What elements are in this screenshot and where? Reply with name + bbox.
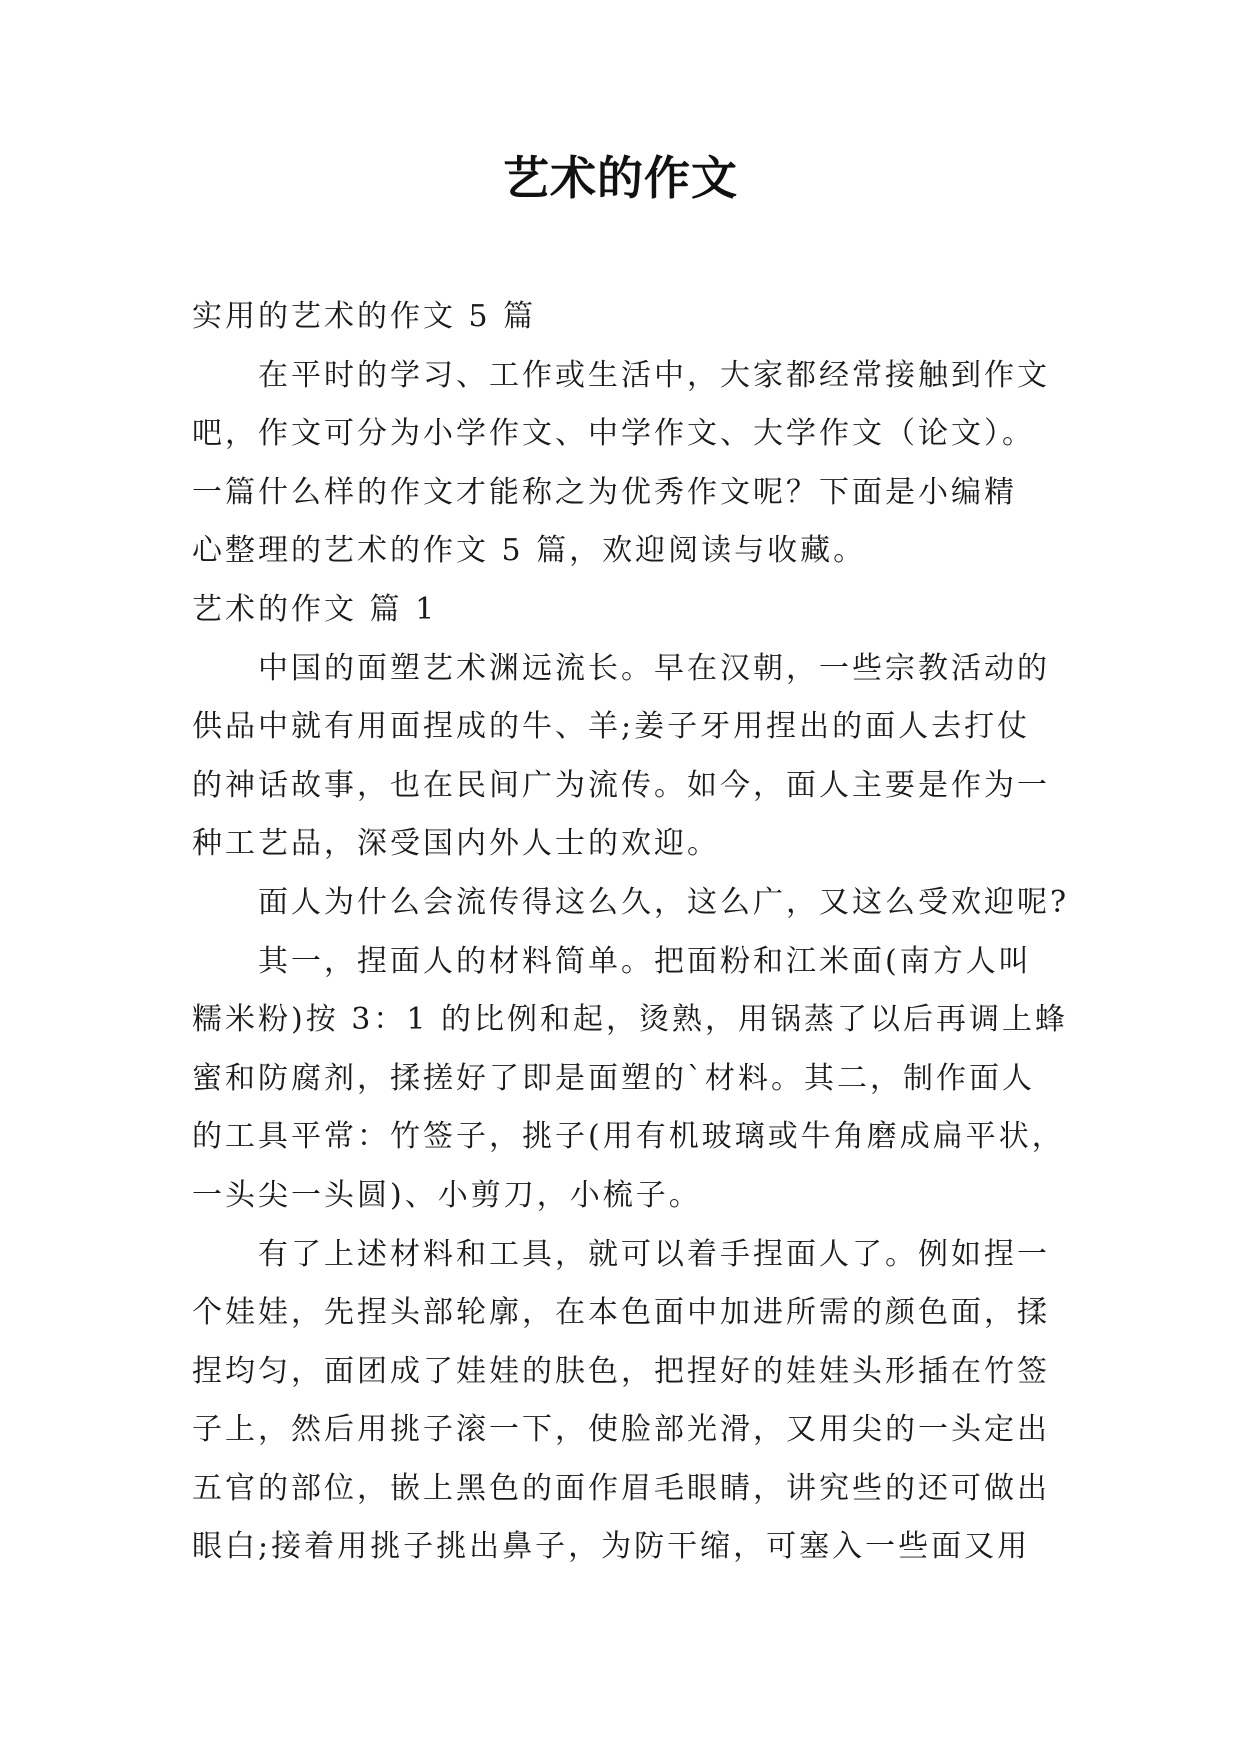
text-line: 面人为什么会流传得这么久，这么广，又这么受欢迎呢? [258, 884, 1070, 920]
text-line: 在平时的学习、工作或生活中，大家都经常接触到作文 [258, 357, 1050, 393]
text-line: 捏均匀，面团成了娃娃的肤色，把捏好的娃娃头形插在竹签 [192, 1353, 1050, 1389]
text-line: 五官的部位，嵌上黑色的面作眉毛眼睛，讲究些的还可做出 [192, 1470, 1050, 1506]
text-line: 子上，然后用挑子滚一下，使脸部光滑，又用尖的一头定出 [192, 1412, 1050, 1448]
text-line: 一头尖一头圆)、小剪刀，小梳子。 [192, 1177, 702, 1213]
text-line: 一篇什么样的作文才能称之为优秀作文呢？下面是小编精 [192, 474, 1017, 510]
text-line: 有了上述材料和工具，就可以着手捏面人了。例如捏一 [258, 1236, 1050, 1272]
text-line: 眼白;接着用挑子挑出鼻子，为防干缩，可塞入一些面又用 [192, 1529, 1031, 1565]
text-line: 其一，捏面人的材料简单。把面粉和江米面(南方人叫 [258, 943, 1032, 979]
document-body [192, 288, 1070, 1577]
text-line: 的工具平常：竹签子，挑子(用有机玻璃或牛角磨成扁平状， [192, 1119, 1065, 1155]
text-line: 艺术的作文 篇 1 [192, 591, 438, 627]
text-line: 吧，作文可分为小学作文、中学作文、大学作文（论文）。 [192, 416, 1035, 452]
document-title: 艺术的作文 [503, 151, 738, 205]
text-line: 心整理的艺术的作文 5 篇，欢迎阅读与收藏。 [192, 533, 867, 569]
text-line: 蜜和防腐剂，揉搓好了即是面塑的`材料。其二，制作面人 [192, 1060, 1035, 1096]
text-line: 的神话故事，也在民间广为流传。如今，面人主要是作为一 [192, 767, 1050, 803]
text-line: 种工艺品，深受国内外人士的欢迎。 [192, 826, 720, 862]
text-line: 中国的面塑艺术渊远流长。早在汉朝，一些宗教活动的 [258, 650, 1050, 686]
text-line: 供品中就有用面捏成的牛、羊;姜子牙用捏出的面人去打仗 [192, 709, 1031, 745]
text-line: 实用的艺术的作文 5 篇 [192, 299, 537, 334]
text-line: 个娃娃，先捏头部轮廓，在本色面中加进所需的颜色面，揉 [192, 1295, 1050, 1331]
text-line: 糯米粉)按 3：1 的比例和起，烫熟，用锅蒸了以后再调上蜂 [192, 1002, 1068, 1038]
